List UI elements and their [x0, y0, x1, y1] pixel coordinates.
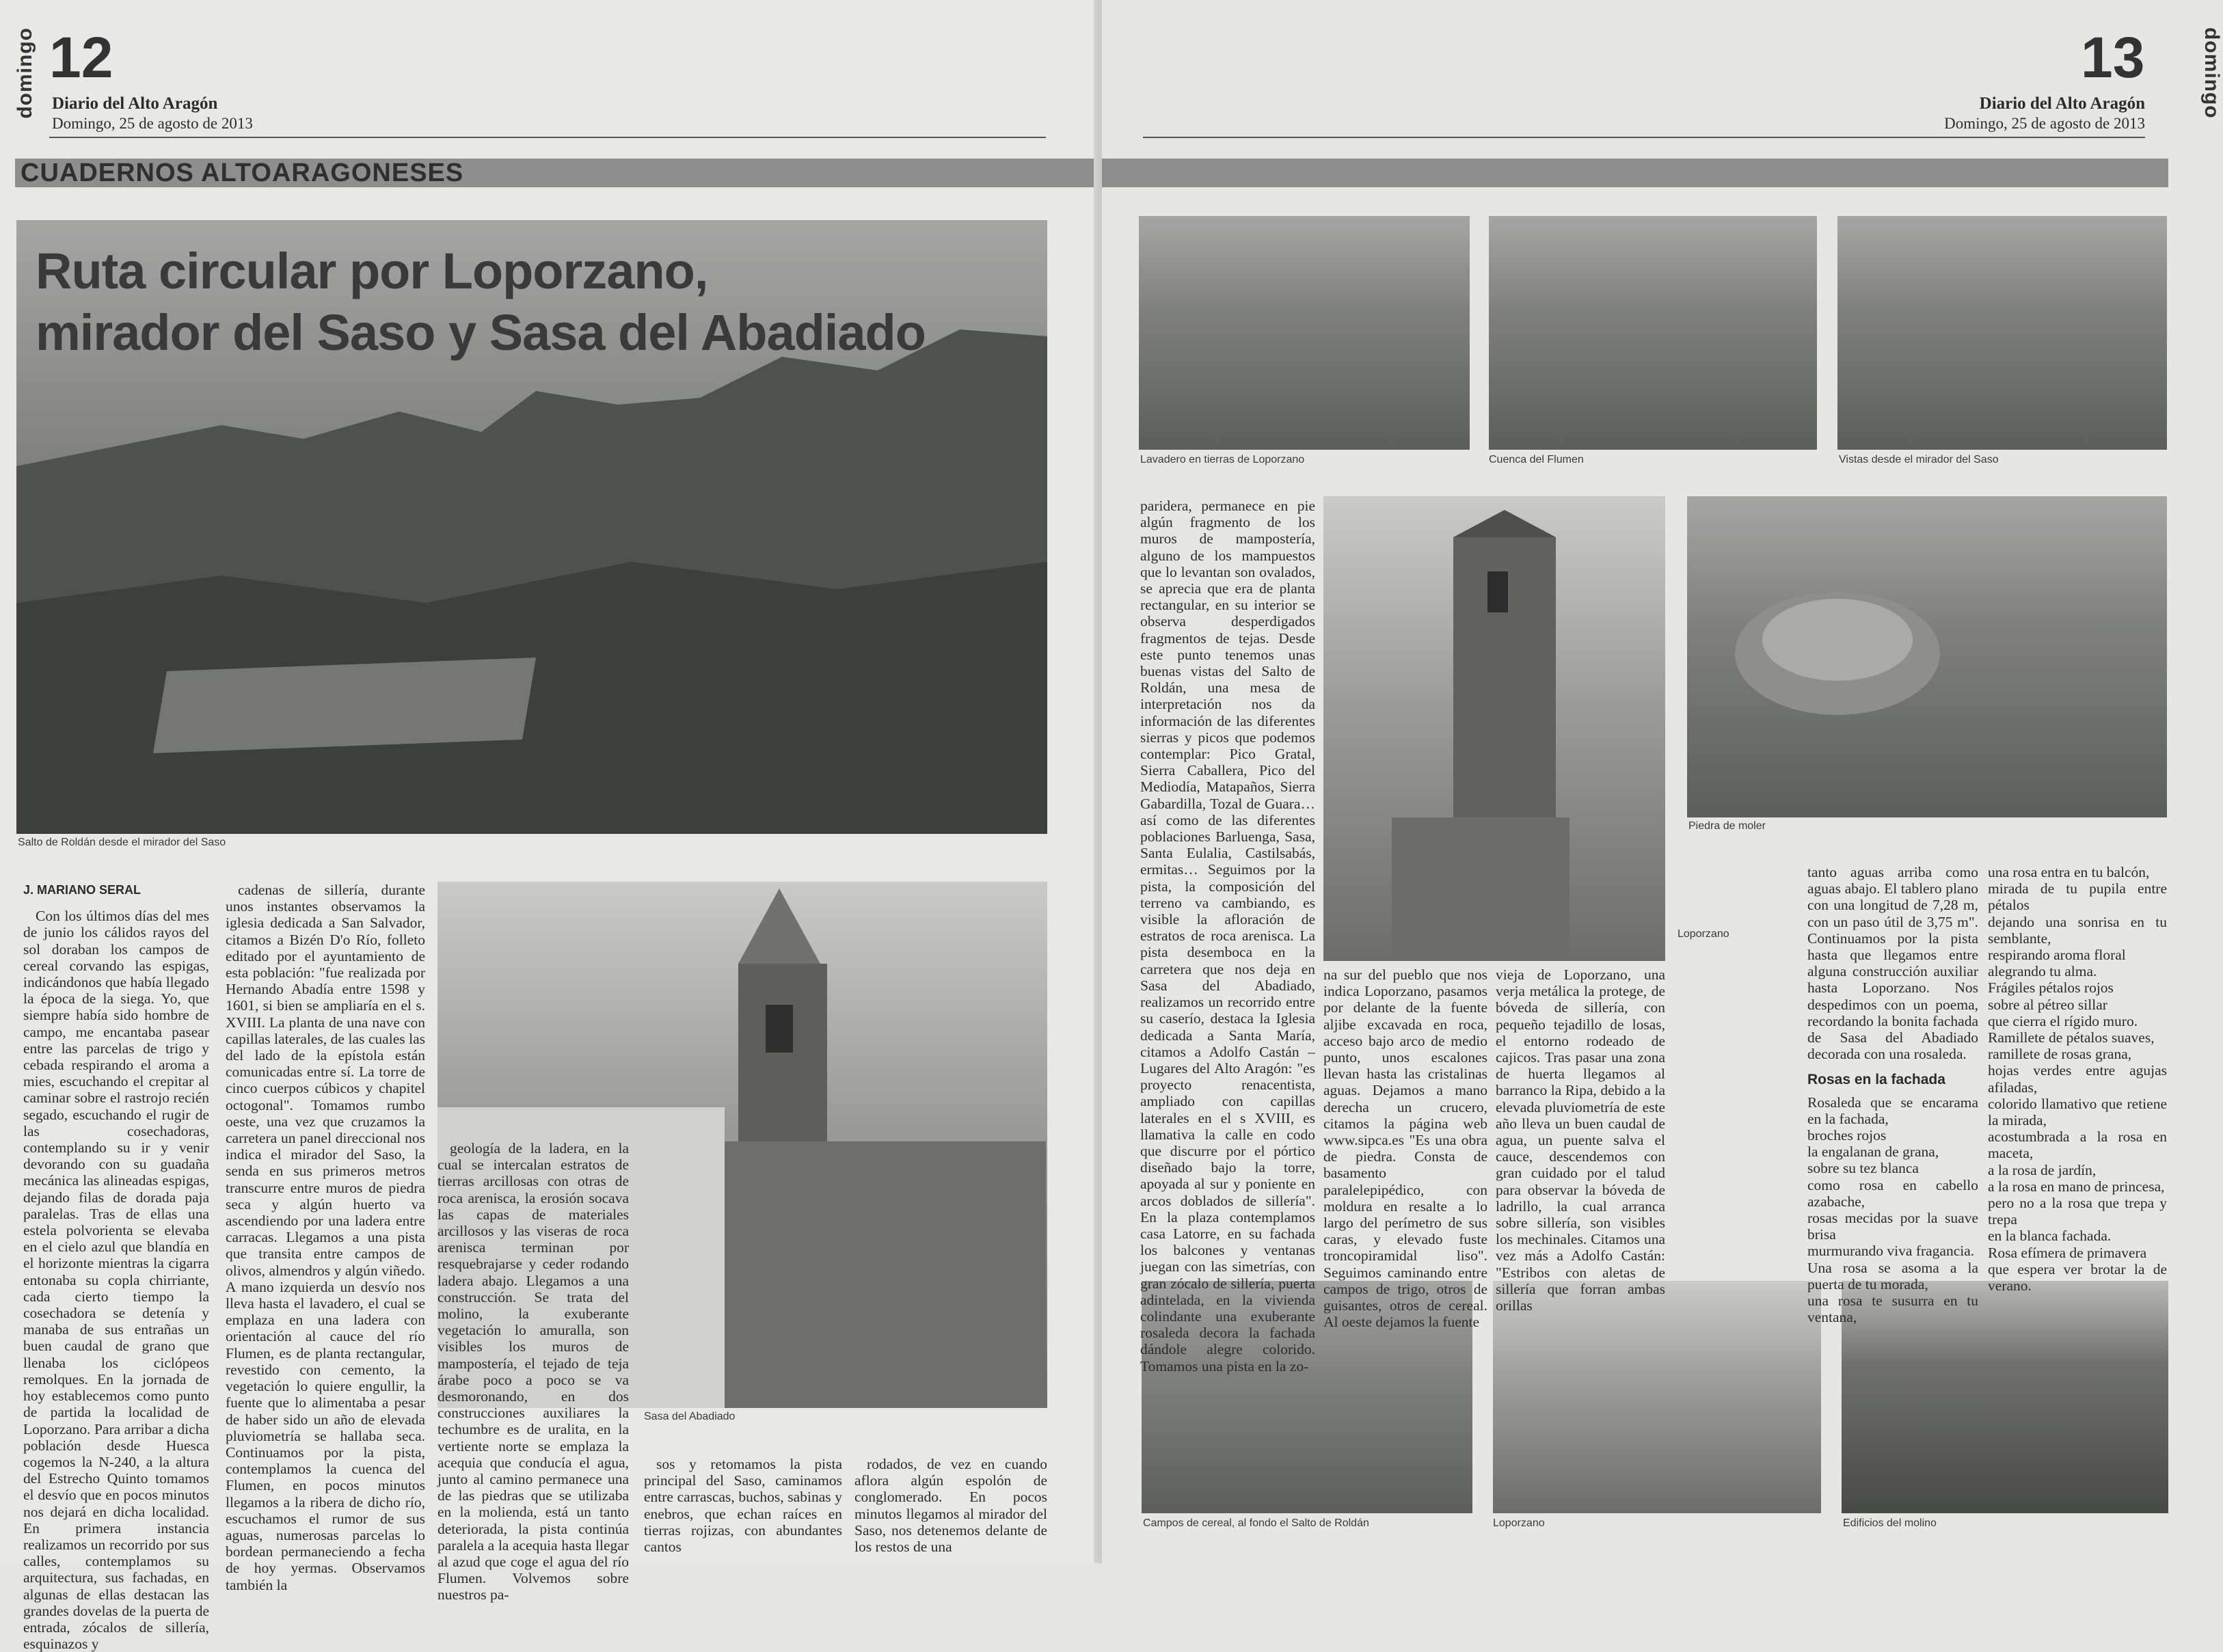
poem-line: Una rosa se asoma a la puerta de tu morada, [1807, 1259, 1978, 1292]
poem-part-2 [1988, 864, 2167, 1294]
page-date: Domingo, 25 de agosto de 2013 [52, 115, 253, 132]
article-text: cadenas de sillería, durante unos instantes observamos la iglesia dedicada a San Salvador, citamos a Bizén D'o Río, folleto editado por el ayuntamiento de esta población: "fue realizada por Hernando Abadía entre 1598 y 1601, si bien se ampliaría en el s. XVIII. La planta de una nave con capillas laterales, de las cuales las del lado de la epístola están comunicadas entre sí. La torre de cinco cuerpos cúbicos y chapitel octogonal". Tomamos rumbo oeste, una vez que cruzamos la carretera un panel direccional nos indica el mirador del Saso, la senda en sus primeros metros transcurre entre muros de piedra seca y algún huerto va ascendiendo por una ladera entre carracas. Llegamos a una pista que transita entre campos de olivos, almendros y algún viñedo. A mano izquierda un desvío nos lleva hasta el lavadero, el cual se emplaza en una ladera con orientación al cauce del río Flumen, es de planta rectangular, revestido con cemento, la vegetación lo quiere engullir, la fuente que lo alimentaba a pesar de haber sido un año de elevada pluviometría se hallaba seca. Continuamos por la pista, contemplamos la cuenca del Flumen, en pocos minutos llegamos a la ribera de dicho río, escuchamos el rumor de sus aguas, numerosas parcelas lo bordean permaneciendo a fecha de hoy yermas. Observamos también la [226, 882, 425, 1593]
left-page [0, 0, 1102, 1652]
poem-line: una rosa entra en tu balcón, [1988, 864, 2150, 880]
article-column-2 [226, 882, 425, 1593]
sidebar-word: domingo [14, 27, 36, 119]
section-band [15, 159, 1095, 187]
poem-line: hojas verdes entre agujas afiladas, [1988, 1062, 2167, 1096]
loporzano-tower-photo [1323, 496, 1665, 961]
poem-line: sobre su tez blanca [1807, 1160, 1919, 1177]
article-text: rodados, de vez en cuando aflora algún espolón de conglomerado. En pocos minutos llegamos al mirador del Saso, nos detenemos delante de los restos de una [854, 1456, 1047, 1556]
header-rule [49, 137, 1046, 138]
poem-line: sobre al pétreo sillar [1988, 996, 2107, 1013]
poem-line: Ramillete de pétalos suaves, [1988, 1029, 2155, 1046]
lavadero-caption: Lavadero en tierras de Loporzano [1140, 454, 1305, 465]
poem-line: a la rosa en mano de princesa, [1988, 1178, 2165, 1195]
loporzano-town-photo [1493, 1281, 1821, 1513]
sidebar-word: domingo [2200, 27, 2223, 119]
article-column-8 [1496, 966, 1665, 1314]
poem-line: colorido llamativo que retiene la mirada, [1988, 1095, 2167, 1129]
millstone-drawing [1687, 496, 2167, 817]
poem-line: respirando aroma floral [1988, 947, 2126, 964]
poem-line: dejando una sonrisa en tu semblante, [1988, 913, 2167, 947]
poem-line: como rosa en cabello azabache, [1807, 1176, 1978, 1210]
paper-name: Diario del Alto Aragón [52, 94, 218, 113]
poem-line: que cierra el rígido muro. [1988, 1012, 2138, 1029]
poem-line: ramillete de rosas grana, [1988, 1046, 2132, 1063]
byline: J. MARIANO SERAL [23, 883, 142, 897]
poem-part-1 [1807, 1094, 1978, 1326]
article-text: na sur del pueblo que nos indica Loporzano, pasamos por delante de la fuente aljibe excavada en roca, acceso bajo arco de medio punto, unos escalones llevan hasta las cristalinas aguas. Dejamos a mano derecha un crucero, citamos la página web www.sipca.es "Es una obra de piedra. Consta de basamento paralelepipédico, con moldura en resalte a lo largo del perímetro de sus caras, y elevado fuste troncopiramidal liso". Seguimos caminando entre campos de trigo, otros de guisantes, otros de cereal. Al oeste dejamos la fuente [1323, 966, 1487, 1331]
page-date: Domingo, 25 de agosto de 2013 [1944, 115, 2145, 132]
page-number: 13 [2081, 25, 2145, 90]
lavadero-photo [1139, 216, 1470, 450]
page-number: 12 [49, 25, 113, 90]
article-column-10 [1988, 864, 2167, 1295]
article-column-5 [854, 1456, 1047, 1556]
right-page [1102, 0, 2223, 1563]
cuenca-photo [1489, 216, 1817, 450]
article-column-3 [437, 1140, 629, 1603]
molino-caption: Edificios del molino [1843, 1517, 1937, 1529]
poem-line: Rosa efímera de primavera [1988, 1244, 2147, 1261]
article-column-6 [1140, 498, 1315, 1375]
article-text: tanto aguas arriba como aguas abajo. El tablero plano con una longitud de 7,28 m, con un paso útil de 3,75 m". Continuamos por la pista hasta que llegamos entre alguna construcción auxiliar hasta Loporzano. Nos despedimos con un poema, recordando la bonita fachada de Sasa del Abadiado decorada con una rosaleda. [1807, 864, 1978, 1063]
poem-line: broches rojos [1807, 1127, 1887, 1144]
article-column-9 [1807, 864, 1978, 1326]
article-column-1 [23, 882, 209, 1652]
bell-tower-drawing [1323, 496, 1665, 961]
piedra-photo [1687, 496, 2167, 817]
loporzano-tower-caption: Loporzano [1678, 928, 1729, 940]
poem-line: Rosaleda que se encarama en la fachada, [1807, 1094, 1978, 1127]
article-text: geología de la ladera, en la cual se intercalan estratos de tierras arcillosas con otras de roca arenisca, la erosión socava las capas de materiales arcillosos y las viseras de roca arenisca terminan por resquebrajarse y ceder rodando ladera abajo. Llegamos a una construcción. Se trata del molino, la exuberante vegetación lo amuralla, son visibles los muros de mampostería, el tejado de teja árabe poco a poco se va desmoronando, en dos construcciones auxiliares la techumbre es de uralita, en la vertiente norte se emplaza la acequia que conducía el agua, junto al camino permanece una de las piedras que se utilizaba en la molienda, está un tanto deteriorada, la pista continúa paralela a la acequia hasta llegar al azud que coge el agua del río Flumen. Volvemos sobre nuestros pa- [437, 1140, 629, 1603]
vistas-caption: Vistas desde el mirador del Saso [1839, 454, 1999, 465]
poem-line: Frágiles pétalos rojos [1988, 979, 2114, 997]
poem-line: murmurando viva fragancia. [1807, 1243, 1975, 1260]
article-text: sos y retomamos la pista principal del Saso, caminamos entre carrascas, buchos, sabinas y enebros, que echan raíces en tierras rojizas, con abundantes cantos [644, 1456, 842, 1556]
article-column-7 [1323, 966, 1487, 1331]
paper-name: Diario del Alto Aragón [1979, 94, 2145, 113]
poem-line: rosas mecidas por la suave brisa [1807, 1210, 1978, 1243]
article-text: vieja de Loporzano, una verja metálica la protege, de bóveda de sillería, con pequeño tejadillo de losas, el entorno rodeado de cajicos. Tras pasar una zona de huerta llegamos al barranco la Ripa, debido a la elevada pluviometría de este año lleva un buen caudal de agua, un puente salva el cauce, descendemos con gran cuidado por el talud para observar la bóveda de ladrillo, la cual arranca sobre sillería, son visibles los mechinales. Citamos una vez más a Adolfo Castán: "Estribos con aletas de sillería que forran ambas orillas [1496, 966, 1665, 1314]
article-text: paridera, permanece en pie algún fragmento de los muros de mampostería, alguno de los mampuestos que lo levantan son ovalados, se aprecia que era de planta rectangular, en su interior se observa desperdigados fragmentos de tejas. Desde este punto tenemos unas buenas vistas del Salto de Roldán, una mesa de interpretación nos da información de las diferentes sierras y picos que podemos contemplar: Pico Gratal, Sierra Caballera, Pico del Mediodía, Matapaños, Sierra Gabardilla, Tozal de Guara… así como de las diferentes poblaciones Barluenga, Sasa, Santa Eulalia, Castilsabás, ermitas… Seguimos por la pista, la composición del terreno va cambiando, es visible la afloración de estratos de roca arenisca. La pista desemboca en la carretera que nos deja en Sasa del Abadiado, realizamos un recorrido entre su caserío, destaca la Iglesia dedicada a Santa María, citamos a Adolfo Castán –Lugares del Alto Aragón: "es proyecto renacentista, ampliado con capillas laterales en el s XVIII, es llamativa la calle en codo que discurre por el pórtico diseñado bajo la torre, apoyada al sur y poniente en arcos doblados de sillería". En la plaza contemplamos casa Latorre, en su fachada los balcones y ventanas juegan con las simetrías, con gran zócalo de sillería, puerta adintelada, en la vivienda colindante una exuberante rosaleda decora la fachada dándole alegre colorido. Tomamos una pista en la zo- [1140, 498, 1315, 1375]
header-rule [1143, 137, 2145, 138]
campos-caption: Campos de cereal, al fondo el Salto de Roldán [1143, 1517, 1369, 1529]
section-band [1102, 159, 2168, 187]
article-text: Con los últimos días del mes de junio los cálidos rayos del sol doraban los campos de cereal corvando las espigas, indicándonos que había llegado la época de la siega. Yo, que siempre había sido hombre de campo, me encantaba pasear entre las parcelas de trigo y cebada respirando el aroma a mies, escuchando el crepitar al caminar sobre el rastrojo recién segado, escuchando el rugir de las cosechadoras, contemplando su ir y venir devorando con su guadaña mecánica las alineadas espigas, dejando filas de dorada paja paralelas. Tras de ellas una estela polvorienta se elevaba en el cielo azul que blandía en el horizonte mientras la cigarra entonaba su copla chirriante, cada cierto tiempo la cosechadora se detenía y manaba de sus entrañas un buen caudal de grano que llenaba los ciclópeos remolques. En la jornada de hoy establecemos como punto de partida la localidad de Loporzano. Para arribar a dicha población desde Huesca cogemos la N-240, a la altura del Estrecho Quinto tomamos el desvío que en pocos minutos nos dejará en dicha localidad. En primera instancia realizamos un recorrido por sus calles, contemplamos su arquitectura, sus fachadas, en algunas de ellas destacan las grandes dovelas de la puerta de entrada, zócalos de sillería, esquinazos y [23, 908, 209, 1652]
section-title: CUADERNOS ALTOARAGONESES [21, 159, 464, 187]
poem-line: alegrando tu alma. [1988, 963, 2097, 980]
poem-line: que espera ver brotar la de verano. [1988, 1260, 2167, 1295]
headline-line-2: mirador del Saso y Sasa del Abadiado [36, 304, 926, 361]
piedra-caption: Piedra de moler [1688, 820, 1766, 832]
loporzano-town-caption: Loporzano [1493, 1517, 1545, 1529]
poem-line: una rosa te susurra en tu ventana, [1807, 1292, 1978, 1326]
poem-line: la engalanan de grana, [1807, 1143, 1939, 1161]
article-column-4 [644, 1456, 842, 1556]
poem-title: Rosas en la fachada [1807, 1072, 1945, 1088]
cuenca-caption: Cuenca del Flumen [1489, 454, 1584, 465]
poem-line: mirada de tu pupila entre pétalos [1988, 880, 2167, 914]
poem-line: pero no a la rosa que trepa y trepa [1988, 1195, 2167, 1228]
poem-line: en la blanca fachada. [1988, 1228, 2112, 1245]
poem-line: a la rosa de jardín, [1988, 1161, 2097, 1178]
vistas-photo [1837, 216, 2167, 450]
poem-line: acostumbrada a la rosa en maceta, [1988, 1128, 2167, 1162]
sasa-caption: Sasa del Abadiado [644, 1411, 736, 1422]
hero-caption: Salto de Roldán desde el mirador del Saso [18, 837, 226, 848]
headline-line-1: Ruta circular por Loporzano, [36, 243, 708, 299]
